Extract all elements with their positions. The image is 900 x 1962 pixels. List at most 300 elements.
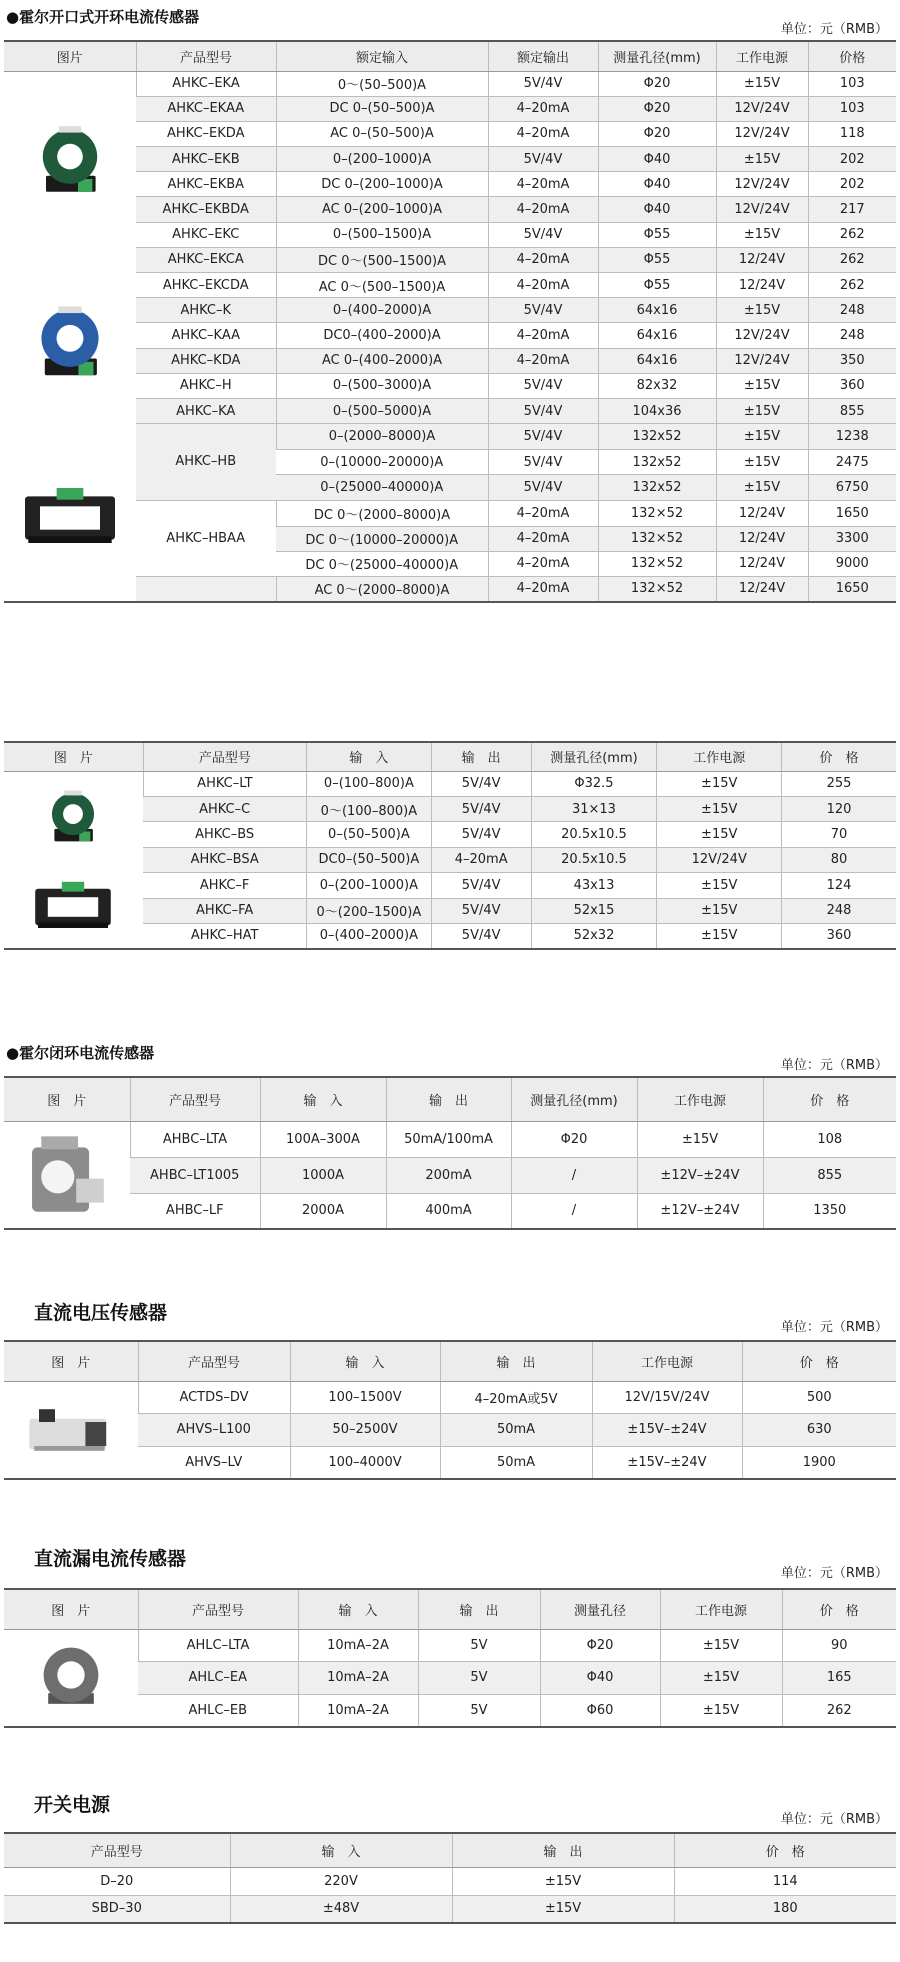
table-cell: 10mA–2A [298,1629,418,1662]
table-row [4,298,896,323]
table-cell: ±12V–±24V [637,1157,763,1193]
table-cell: Φ40 [540,1662,660,1695]
table-cell: 12V/24V [716,197,808,222]
table-cell: 5V/4V [488,424,598,450]
table-cell: 0–(50–500)A [307,822,432,847]
table-cell: AHVS–LV [138,1446,290,1479]
table-cell: 132×52 [598,526,716,551]
table-cell: DC 0～(500–1500)A [276,247,488,272]
table-cell: 5V/4V [431,771,531,796]
col-header: 图 片 [4,1341,138,1381]
col-header: 输 入 [298,1589,418,1629]
dc-voltage-sensor-table [4,1340,896,1480]
table-cell: 1900 [742,1446,896,1479]
table-row [4,500,896,526]
table-cell: 64x16 [598,298,716,323]
table-row [4,1157,896,1193]
sensor-product-image [31,877,115,937]
table-header-row [4,1341,896,1381]
unit-label: 单位：元（RMB） [780,1320,888,1335]
table-cell: ±15V [657,873,782,898]
table-cell: AHBC–LF [130,1193,260,1229]
table-header-row [4,1589,896,1629]
table-cell: Φ40 [598,172,716,197]
table-cell: ±15V [716,398,808,423]
table-cell: 5V/4V [431,796,531,821]
table-cell: 220V [230,1867,452,1895]
table-cell: Φ20 [511,1121,637,1157]
closed-loop-sensor-table [4,1076,896,1230]
table-cell: AHKC–K [136,298,276,323]
table-cell: 5V/4V [431,898,531,923]
col-header: 图 片 [4,1077,130,1121]
table-cell: 4–20mA [431,847,531,872]
unit-label: 单位：元（RMB） [780,1812,888,1827]
table-cell: 12/24V [716,500,808,526]
table-cell: 0～(200–1500)A [307,898,432,923]
table-cell: ±15V–±24V [592,1446,742,1479]
col-header: 工作电源 [660,1589,782,1629]
table-cell: 12V/24V [716,121,808,146]
table-cell: 0–(10000–20000)A [276,450,488,475]
table-row [4,424,896,450]
switching-power-table [4,1832,896,1924]
table-cell: 262 [782,1694,896,1727]
table-cell: 0–(200–1000)A [276,147,488,172]
col-header: 价 格 [782,742,896,771]
table-cell: 132×52 [598,551,716,576]
table-cell: ±15V [716,373,808,398]
table-header-row [4,1833,896,1867]
table-cell: 500 [742,1381,896,1414]
table-row [4,197,896,222]
table-cell: 5V/4V [488,450,598,475]
table-cell: AHLC–LTA [138,1629,298,1662]
table-cell: AHKC–BS [143,822,306,847]
table-cell: 1650 [808,577,896,602]
table-cell: ±15V [452,1867,674,1895]
table-cell: 0–(25000–40000)A [276,475,488,500]
table-cell: Φ20 [598,121,716,146]
table-cell: AHKC–EKB [136,147,276,172]
table-cell: 180 [674,1895,896,1923]
col-header: 工作电源 [592,1341,742,1381]
col-header: 产品型号 [130,1077,260,1121]
table-cell: 855 [763,1157,896,1193]
table-cell: ±15V [716,222,808,247]
table-cell: AC 0–(50–500)A [276,121,488,146]
table-cell: Φ55 [598,273,716,298]
table-cell: 4–20mA [488,348,598,373]
col-header: 输 入 [290,1341,440,1381]
table-cell: Φ55 [598,222,716,247]
sensor-product-image [42,782,104,856]
sensor-product-image [23,1395,119,1465]
table-row [4,172,896,197]
col-header: 输 出 [452,1833,674,1867]
table-cell: 5V/4V [431,923,531,948]
table-cell: 1000A [260,1157,386,1193]
col-header: 输 出 [386,1077,511,1121]
table-cell: AHKC–LT [143,771,306,796]
table-cell: 5V/4V [488,398,598,423]
table-cell: 12V/24V [657,847,782,872]
sensor-product-image [28,300,112,390]
table-row [4,323,896,348]
table-cell: AHKC–H [136,373,276,398]
table-cell: 630 [742,1414,896,1447]
table-cell: Φ40 [598,147,716,172]
col-header: 图片 [4,41,136,71]
table-cell: 12V/24V [716,172,808,197]
table-cell: D–20 [4,1867,230,1895]
unit-label: 单位：元（RMB） [780,1058,888,1073]
table-cell: 82x32 [598,373,716,398]
table-cell: 100–4000V [290,1446,440,1479]
table-cell: 5V [418,1629,540,1662]
table-cell: 0–(400–2000)A [276,298,488,323]
sensor-product-image [30,118,110,208]
table-cell: AHKC–C [143,796,306,821]
col-header: 产品型号 [136,41,276,71]
table-cell: 12V/24V [716,348,808,373]
table-cell: 248 [782,898,896,923]
table-row [4,771,896,796]
table-cell: 5V [418,1662,540,1695]
table-cell: ±15V [660,1694,782,1727]
table-row [4,1414,896,1447]
table-cell: 255 [782,771,896,796]
table-cell: 90 [782,1629,896,1662]
table-cell: 114 [674,1867,896,1895]
model-cell: AHKC–HB [136,424,276,500]
product-image-cell [4,771,143,949]
table-cell: 132x52 [598,475,716,500]
table-cell: DC 0～(10000–20000)A [276,526,488,551]
table-cell: ±15V [716,424,808,450]
table-cell: 4–20mA [488,96,598,121]
table-cell: 200mA [386,1157,511,1193]
table-cell: 0–(500–1500)A [276,222,488,247]
table-cell: 52x32 [531,923,657,948]
table-cell: AHKC–EKBDA [136,197,276,222]
table-cell: 360 [808,373,896,398]
table-cell: ±15V [716,298,808,323]
table-cell: 10mA–2A [298,1694,418,1727]
table-cell: DC 0–(50–500)A [276,96,488,121]
table-row [4,348,896,373]
table-cell: AHKC–EKCDA [136,273,276,298]
table-row [4,1381,896,1414]
col-header: 输 出 [418,1589,540,1629]
table-row [4,247,896,272]
table-row [4,1193,896,1229]
table-cell: 2475 [808,450,896,475]
col-header: 额定输入 [276,41,488,71]
table-cell: 5V/4V [431,822,531,847]
col-header: 工作电源 [637,1077,763,1121]
table-cell: AC 0～(500–1500)A [276,273,488,298]
table-cell: 43x13 [531,873,657,898]
col-header: 工作电源 [716,41,808,71]
table-cell: ±15V–±24V [592,1414,742,1447]
col-header: 测量孔径(mm) [531,742,657,771]
col-header: 输 出 [431,742,531,771]
col-header: 输 入 [260,1077,386,1121]
table-cell: 124 [782,873,896,898]
table-cell: Φ32.5 [531,771,657,796]
table-cell: 64x16 [598,348,716,373]
table-cell: Φ40 [598,197,716,222]
unit-label: 单位：元（RMB） [780,22,888,37]
col-header: 产品型号 [143,742,306,771]
table-cell: ±15V [637,1121,763,1157]
table-cell: ±15V [660,1662,782,1695]
table-cell: 4–20mA [488,551,598,576]
table-cell: 3300 [808,526,896,551]
col-header: 价格 [808,41,896,71]
table-cell: AHBC–LTA [130,1121,260,1157]
table-cell: 104x36 [598,398,716,423]
sensor-product-image [20,482,120,554]
table-cell: ±15V [657,923,782,948]
table-cell: DC0–(400–2000)A [276,323,488,348]
table-cell: 12/24V [716,247,808,272]
table-cell: AHKC–EKAA [136,96,276,121]
table-cell: 132×52 [598,577,716,602]
unit-label: 单位：元（RMB） [780,1566,888,1581]
table-cell: 20.5x10.5 [531,847,657,872]
table-cell: AHKC–EKCA [136,247,276,272]
table-cell: 9000 [808,551,896,576]
table-cell: DC 0–(200–1000)A [276,172,488,197]
table-cell: 50mA/100mA [386,1121,511,1157]
table-cell: 118 [808,121,896,146]
table-cell: AHKC–KA [136,398,276,423]
table-cell: 52x15 [531,898,657,923]
table-row [4,1121,896,1157]
table-cell: ±15V [657,898,782,923]
table-cell: AC 0–(400–2000)A [276,348,488,373]
table-row [4,273,896,298]
table-cell: 1650 [808,500,896,526]
table-cell: 70 [782,822,896,847]
table-cell: 5V/4V [488,298,598,323]
table-row [4,1662,896,1695]
table-cell: 12/24V [716,526,808,551]
table-cell: 10mA–2A [298,1662,418,1695]
table-cell: ±48V [230,1895,452,1923]
table-cell: 0–(200–1000)A [307,873,432,898]
table-cell: 103 [808,96,896,121]
col-header: 测量孔径(mm) [511,1077,637,1121]
table-cell: 4–20mA或5V [440,1381,592,1414]
table-row [4,121,896,146]
table-cell: 120 [782,796,896,821]
sensor-product-image [33,1636,109,1720]
table-cell: 5V/4V [488,222,598,247]
table-cell: 2000A [260,1193,386,1229]
table-cell: 202 [808,147,896,172]
table-cell: ±15V [657,796,782,821]
table-cell: Φ55 [598,247,716,272]
table-cell: 5V/4V [488,373,598,398]
table-cell: 108 [763,1121,896,1157]
table-cell: 12V/24V [716,323,808,348]
table-row [4,1895,896,1923]
table-cell: DC 0～(2000–8000)A [276,500,488,526]
table-cell: ±15V [716,147,808,172]
model-cell: AHKC–HBAA [136,500,276,576]
table-cell: 217 [808,197,896,222]
table-row [4,373,896,398]
table-cell: AHVS–L100 [138,1414,290,1447]
table-cell: 64x16 [598,323,716,348]
table-cell [136,577,276,602]
product-image-cell [4,1381,138,1479]
sensor-product-image [21,1127,113,1223]
table-cell: ±15V [716,475,808,500]
table-header-row [4,742,896,771]
table-cell: 132x52 [598,424,716,450]
table-cell: 132x52 [598,450,716,475]
table-row [4,222,896,247]
table-row [4,96,896,121]
table-cell: Φ60 [540,1694,660,1727]
table-cell: AHKC–HAT [143,923,306,948]
col-header: 输 入 [230,1833,452,1867]
section-title-switching-power: 开关电源 [34,1794,111,1816]
table-cell: 4–20mA [488,323,598,348]
table-row [4,1446,896,1479]
table-cell: 248 [808,298,896,323]
table-cell: ±15V [660,1629,782,1662]
table-cell: 0–(500–5000)A [276,398,488,423]
table-cell: AHKC–KDA [136,348,276,373]
table-cell: 12/24V [716,577,808,602]
table-cell: 6750 [808,475,896,500]
table-cell: 855 [808,398,896,423]
table-cell: 0–(2000–8000)A [276,424,488,450]
table-cell: 4–20mA [488,526,598,551]
table-cell: AHKC–EKA [136,71,276,96]
table-cell: 248 [808,323,896,348]
table-cell: 4–20mA [488,247,598,272]
col-header: 输 出 [440,1341,592,1381]
table-cell: 1350 [763,1193,896,1229]
table-cell: AC 0–(200–1000)A [276,197,488,222]
col-header: 产品型号 [4,1833,230,1867]
table-header-row [4,1077,896,1121]
open-loop-sensor-table [4,40,896,603]
table-cell: DC 0～(25000–40000)A [276,551,488,576]
table-cell: 20.5x10.5 [531,822,657,847]
table-cell: 103 [808,71,896,96]
table-cell: 5V/4V [488,147,598,172]
table-cell: ±12V–±24V [637,1193,763,1229]
table-cell: 0–(100–800)A [307,771,432,796]
table-cell: 50–2500V [290,1414,440,1447]
table-cell: 31×13 [531,796,657,821]
table-cell: AHKC–FA [143,898,306,923]
table-row [4,147,896,172]
table-cell: 132×52 [598,500,716,526]
table-cell: 262 [808,222,896,247]
col-header: 价 格 [742,1341,896,1381]
table-cell: Φ20 [598,71,716,96]
table-row [4,71,896,96]
table-cell: 5V/4V [488,71,598,96]
col-header: 价 格 [763,1077,896,1121]
section-title-dc-leakage: 直流漏电流传感器 [34,1548,187,1570]
table-cell: AHKC–BSA [143,847,306,872]
col-header: 测量孔径 [540,1589,660,1629]
table-header-row [4,41,896,71]
col-header: 价 格 [782,1589,896,1629]
table-row [4,398,896,423]
table-cell: 5V [418,1694,540,1727]
table-cell: 165 [782,1662,896,1695]
product-image-cell [4,1121,130,1229]
table-cell: 50mA [440,1414,592,1447]
table-cell: SBD–30 [4,1895,230,1923]
product-image-cell [4,71,136,602]
table-row [4,1694,896,1727]
table-cell: AHKC–KAA [136,323,276,348]
table-cell: 50mA [440,1446,592,1479]
col-header: 图 片 [4,742,143,771]
table-cell: 5V/4V [431,873,531,898]
table-cell: / [511,1193,637,1229]
table-cell: 1238 [808,424,896,450]
col-header: 产品型号 [138,1589,298,1629]
table-cell: 4–20mA [488,121,598,146]
table-cell: ±15V [716,71,808,96]
table-cell: 0～(50–500)A [276,71,488,96]
section-title-dc-voltage: 直流电压传感器 [34,1302,168,1324]
table-cell: ±15V [452,1895,674,1923]
table-row [4,1629,896,1662]
table-cell: 4–20mA [488,197,598,222]
table-row [4,577,896,602]
table-cell: 4–20mA [488,577,598,602]
table-cell: 4–20mA [488,172,598,197]
table-cell: 400mA [386,1193,511,1229]
section-title-open-loop: ●霍尔开口式开环电流传感器 [6,8,200,26]
table-cell: ±15V [657,771,782,796]
table-cell: Φ20 [540,1629,660,1662]
table-cell: 262 [808,247,896,272]
table-cell: AHKC–EKDA [136,121,276,146]
table-cell: AHKC–EKC [136,222,276,247]
col-header: 工作电源 [657,742,782,771]
table-cell: DC0–(50–500)A [307,847,432,872]
table-cell: 0–(400–2000)A [307,923,432,948]
table-cell: 100–1500V [290,1381,440,1414]
section-title-closed-loop: ●霍尔闭环电流传感器 [6,1044,155,1062]
table-cell: 262 [808,273,896,298]
table-row [4,1867,896,1895]
table-cell: 360 [782,923,896,948]
col-header: 输 入 [307,742,432,771]
table-cell: 12V/24V [716,96,808,121]
table-cell: 5V/4V [488,475,598,500]
split-core-sensor-table [4,741,896,950]
col-header: 价 格 [674,1833,896,1867]
table-cell: 12/24V [716,273,808,298]
col-header: 产品型号 [138,1341,290,1381]
col-header: 额定输出 [488,41,598,71]
